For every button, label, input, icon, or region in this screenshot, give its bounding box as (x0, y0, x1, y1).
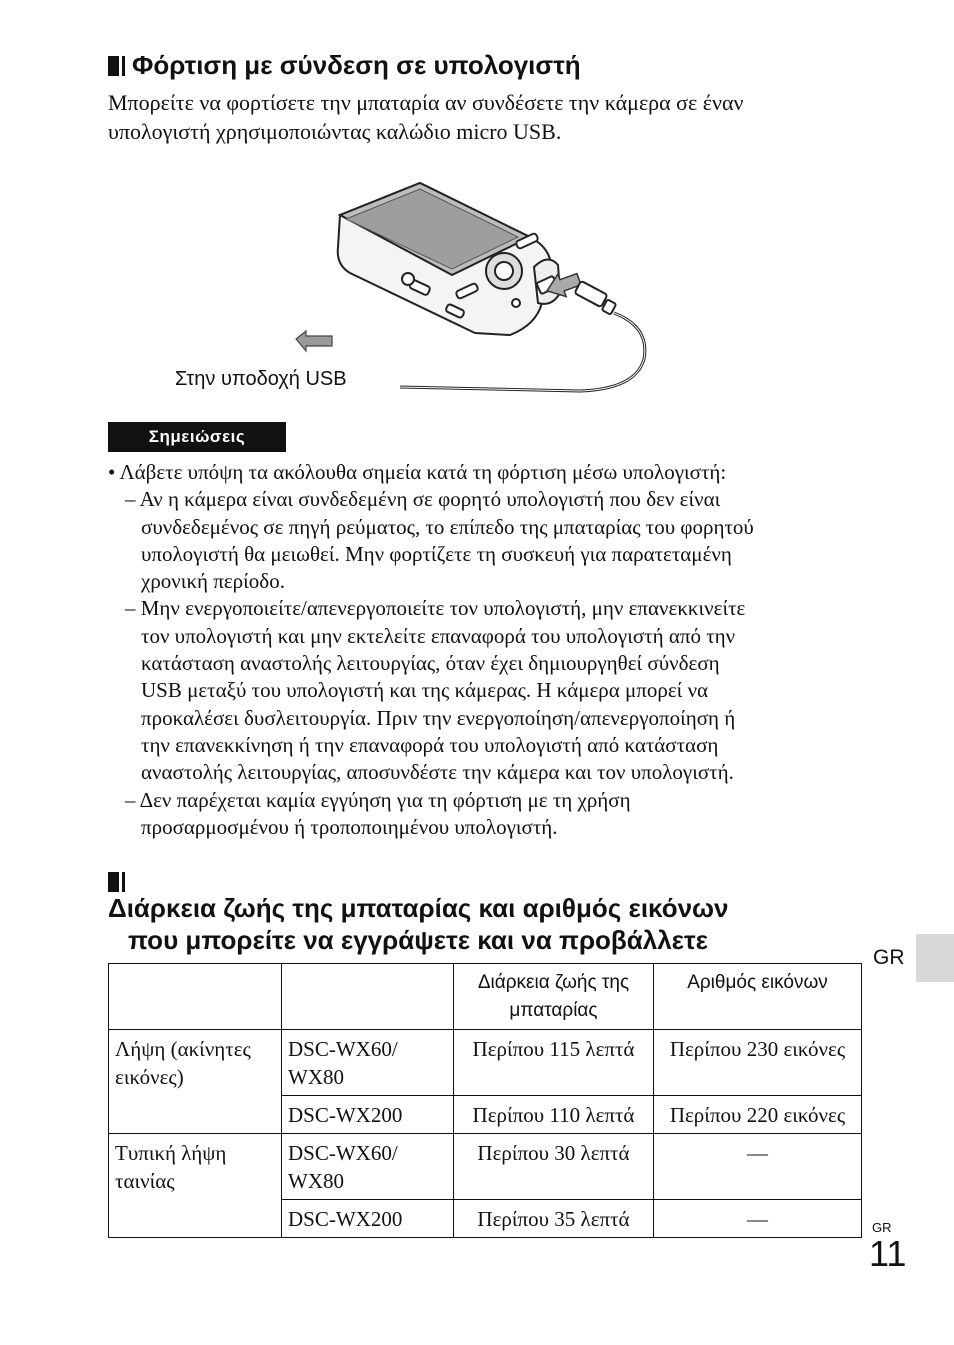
table-header-cell: Διάρκεια ζωής της μπαταρίας (454, 964, 654, 1030)
footer-language: GR (872, 1220, 892, 1235)
language-side-label: GR (873, 946, 905, 969)
note-line: USB μεταξύ του υπολογιστή και της κάμερας. Η κάμερα μπορεί να (141, 678, 709, 703)
model-cell: DSC-WX60/ WX80 (282, 1134, 454, 1200)
battery-life-cell: Περίπου 115 λεπτά (454, 1030, 654, 1096)
note-line: χρονική περίοδο. (141, 569, 285, 594)
note-line: αναστολής λειτουργίας, αποσυνδέστε την κάμερα και τον υπολογιστή. (141, 760, 734, 785)
note-line: υπολογιστή θα μειωθεί. Μην φορτίζετε τη συσκευή για παρατεταμένη (141, 541, 732, 566)
page-number: 11 (869, 1233, 907, 1274)
model-cell: DSC-WX200 (282, 1200, 454, 1238)
section-marker-icon (108, 872, 122, 892)
camera-icon (338, 183, 560, 335)
image-count-cell: Περίπου 220 εικόνες (654, 1096, 862, 1134)
row-group-label: Τυπική λήψη ταινίας (109, 1134, 282, 1238)
table-header-cell (282, 964, 454, 1030)
intro-paragraph: Μπορείτε να φορτίσετε την μπαταρία αν συνδέσετε την κάμερα σε έναν υπολογιστή χρησιμοποιώντας καλώδιο micro USB. (108, 90, 744, 144)
model-cell: DSC-WX200 (282, 1096, 454, 1134)
note-line: τον υπολογιστή και μην εκτελείτε επαναφορά του υπολογιστή από την (141, 623, 736, 648)
note-line: προκαλέσει δυσλειτουργία. Πριν την ενεργοποίηση/απενεργοποίηση ή (141, 705, 736, 730)
battery-life-cell: Περίπου 110 λεπτά (454, 1096, 654, 1134)
battery-life-cell: Περίπου 35 λεπτά (454, 1200, 654, 1238)
note-line: κατάσταση αναστολής λειτουργίας, όταν έχει δημιουργηθεί σύνδεση (141, 651, 720, 676)
table-row (109, 1134, 862, 1200)
note-line: – Μην ενεργοποιείτε/απενεργοποιείτε τον υπολογιστή, μην επανεκκινείτε (125, 596, 746, 621)
table-row (109, 1030, 862, 1096)
section-marker-icon (108, 56, 122, 76)
model-cell: DSC-WX60/ WX80 (282, 1030, 454, 1096)
image-count-cell: — (654, 1134, 862, 1200)
battery-life-cell: Περίπου 30 λεπτά (454, 1134, 654, 1200)
table-header-row (109, 964, 862, 1030)
battery-life-table (108, 963, 862, 1238)
note-line: – Αν η κάμερα είναι συνδεδεμένη σε φορητό υπολογιστή που δεν είναι (125, 487, 721, 512)
notes-label: Σημειώσεις (108, 422, 286, 452)
note-line: – Δεν παρέχεται καμία εγγύηση για τη φόρτιση με τη χρήση (125, 787, 631, 812)
note-line: • Λάβετε υπόψη τα ακόλουθα σημεία κατά τη φόρτιση μέσω υπολογιστή: (108, 460, 727, 484)
section-heading-charging: Φόρτιση με σύνδεση σε υπολογιστή (108, 50, 581, 81)
table-header-cell: Αριθμός εικόνων (654, 964, 862, 1030)
image-count-cell: Περίπου 230 εικόνες (654, 1030, 862, 1096)
direction-arrow-icon (296, 331, 332, 351)
row-group-label: Λήψη (ακίνητες εικόνες) (109, 1030, 282, 1134)
language-side-tab (916, 934, 954, 982)
figure-caption: Στην υποδοχή USB (175, 368, 347, 390)
section-heading-battery-life: Διάρκεια ζωής της μπαταρίας και αριθμός εικόνων που μπορείτε να εγγράψετε και να προβάλλετε (108, 872, 728, 956)
table-header-cell (109, 964, 282, 1030)
image-count-cell: — (654, 1200, 862, 1238)
notes-list (108, 459, 868, 841)
note-line: την επανεκκίνηση ή την επαναφορά του υπολογιστή από κατάσταση (141, 732, 719, 757)
note-line: συνδεδεμένος σε πηγή ρεύματος, το επίπεδο της μπαταρίας του φορητού (141, 514, 754, 539)
note-line: προσαρμοσμένου ή τροποποιημένου υπολογιστή. (141, 814, 558, 839)
